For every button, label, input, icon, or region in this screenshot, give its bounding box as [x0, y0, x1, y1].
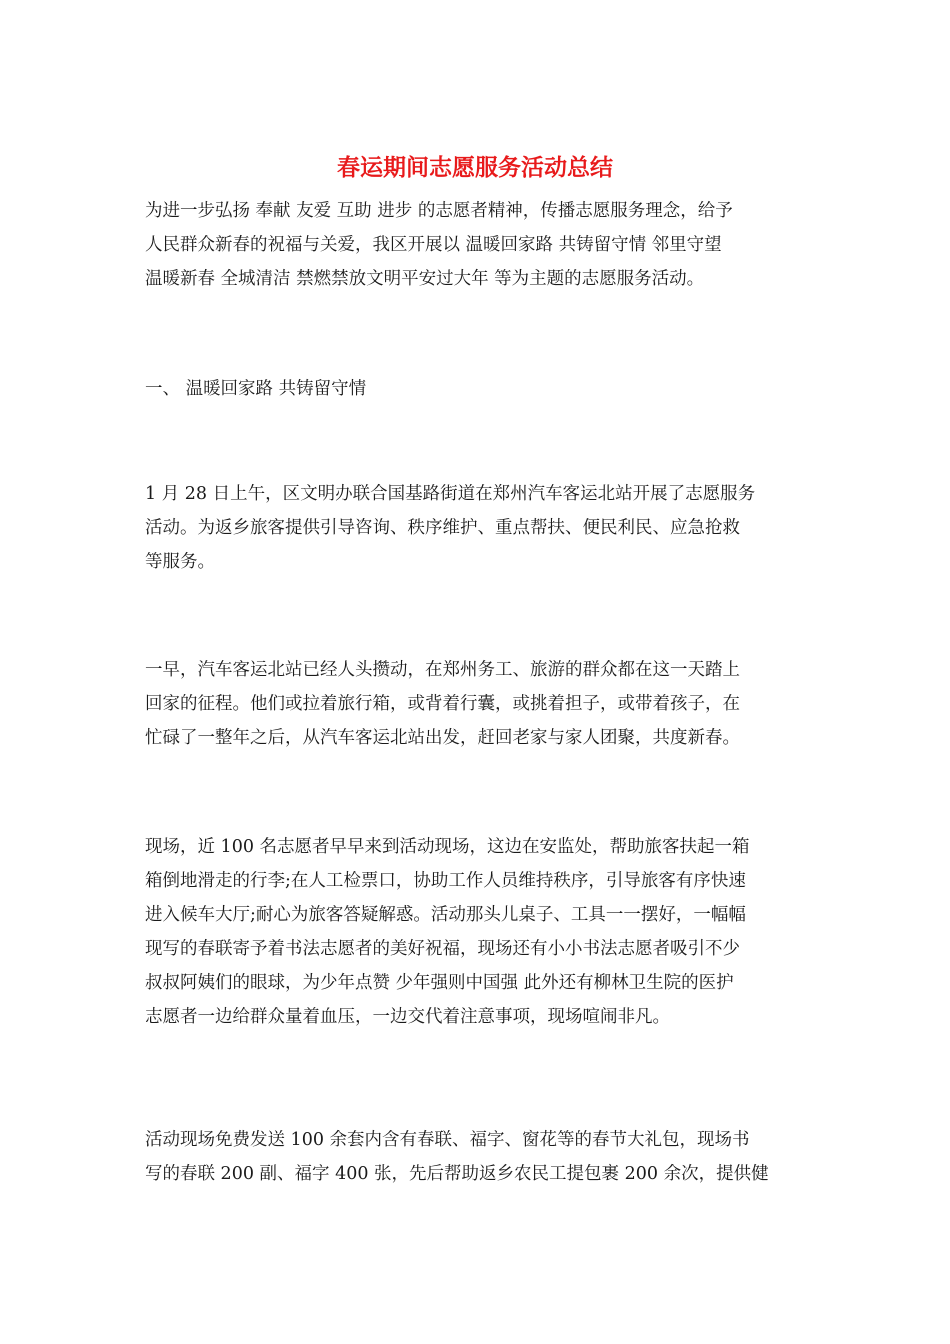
- text-line: 忙碌了一整年之后，从汽车客运北站出发，赶回老家与家人团聚，共度新春。: [145, 728, 740, 748]
- text-line: 活动。为返乡旅客提供引导咨询、秩序维护、重点帮扶、便民利民、应急抢救: [145, 518, 740, 538]
- text-line: 等服务。: [145, 552, 215, 572]
- text-line: 箱倒地滑走的行李;在人工检票口，协助工作人员维持秩序，引导旅客有序快速: [145, 871, 746, 891]
- paragraph-3: [145, 830, 805, 1034]
- paragraph-2: [145, 653, 805, 755]
- text-line: 温暖新春 全城清洁 禁燃禁放文明平安过大年 等为主题的志愿服务活动。: [145, 269, 705, 289]
- section-heading-text: 一、 温暖回家路 共铸留守情: [145, 379, 367, 399]
- text-line: 1 月 28 日上午，区文明办联合国基路街道在郑州汽车客运北站开展了志愿服务: [145, 484, 756, 504]
- text-line: 活动现场免费发送 100 余套内含有春联、福字、窗花等的春节大礼包，现场书: [145, 1130, 750, 1150]
- text-line: 现写的春联寄予着书法志愿者的美好祝福，现场还有小小书法志愿者吸引不少: [145, 939, 740, 959]
- text-line: 叔叔阿姨们的眼球，为少年点赞 少年强则中国强 此外还有柳林卫生院的医护: [145, 973, 734, 993]
- text-line: 回家的征程。他们或拉着旅行箱，或背着行囊，或挑着担子，或带着孩子，在: [145, 694, 740, 714]
- text-line: 现场，近 100 名志愿者早早来到活动现场，这边在安监处，帮助旅客扶起一箱: [145, 837, 750, 857]
- intro-paragraph: [145, 194, 805, 296]
- text-line: 人民群众新春的祝福与关爱，我区开展以 温暖回家路 共铸留守情 邻里守望: [145, 235, 722, 255]
- document-title: 春运期间志愿服务活动总结: [337, 154, 613, 181]
- text-line: 志愿者一边给群众量着血压，一边交代着注意事项，现场喧闹非凡。: [145, 1007, 670, 1027]
- paragraph-4: [145, 1123, 805, 1191]
- paragraph-1: [145, 477, 805, 579]
- text-line: 一早，汽车客运北站已经人头攒动，在郑州务工、旅游的群众都在这一天踏上: [145, 660, 740, 680]
- text-line: 为进一步弘扬 奉献 友爱 互助 进步 的志愿者精神，传播志愿服务理念，给予: [145, 201, 733, 221]
- text-line: 写的春联 200 副、福字 400 张，先后帮助返乡农民工提包裹 200 余次，提供健: [145, 1164, 769, 1184]
- text-line: 进入候车大厅;耐心为旅客答疑解惑。活动那头儿桌子、工具一一摆好，一幅幅: [145, 905, 746, 925]
- section-heading: [145, 372, 805, 406]
